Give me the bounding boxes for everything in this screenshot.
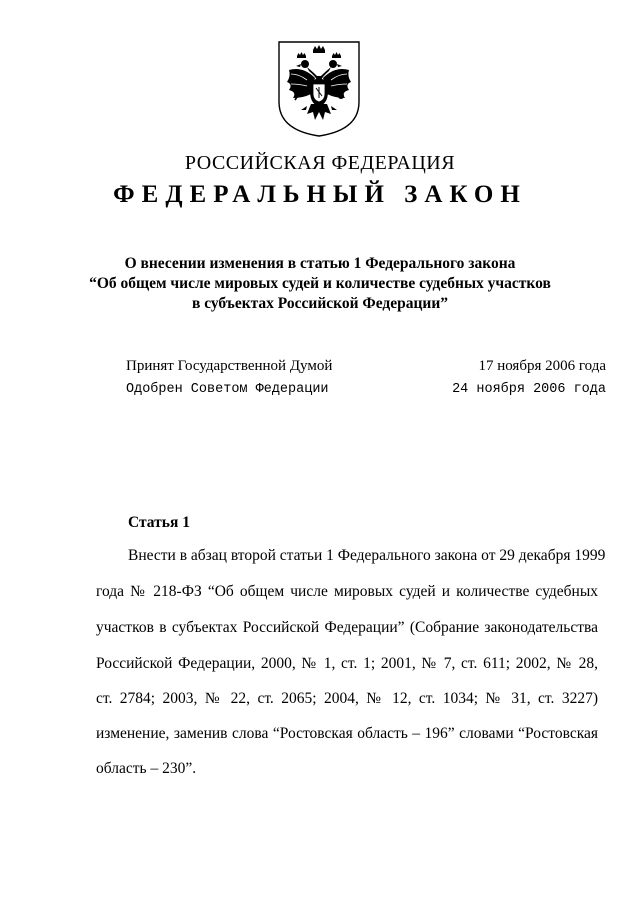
coat-of-arms-icon (277, 40, 361, 138)
adoption-duma-date: 17 ноября 2006 года (478, 358, 606, 374)
adoption-duma-label: Принят Государственной Думой (126, 358, 333, 374)
article-text-line: года № 218-ФЗ “Об общем числе мировых судей и количестве судебных (96, 583, 598, 600)
article-text-line: ст. 2784; 2003, № 22, ст. 2065; 2004, № 12, ст. 1034; № 31, ст. 3227) (96, 690, 598, 707)
article-heading: Статья 1 (128, 514, 190, 531)
law-title-line: в субъектах Российской Федерации” (191, 295, 449, 312)
article-text-line: участков в субъектах Российской Федерации” (Собрание законодательства (96, 619, 598, 636)
country-name: РОССИЙСКАЯ ФЕДЕРАЦИЯ (184, 152, 456, 174)
law-title-line: О внесении изменения в статью 1 Федерального закона (124, 255, 516, 272)
article-text-line: Российской Федерации, 2000, № 1, ст. 1; 2001, № 7, ст. 611; 2002, № 28, (96, 655, 598, 672)
adoption-council-label: Одобрен Советом Федерации (126, 382, 329, 397)
law-title-line: “Об общем числе мировых судей и количестве судебных участков (89, 275, 551, 292)
article-text-line: изменение, заменив слова “Ростовская область – 196” словами “Ростовская (96, 725, 598, 742)
document-type: ФЕДЕРАЛЬНЫЙ ЗАКОН (113, 181, 527, 208)
adoption-council-date: 24 ноября 2006 года (452, 382, 606, 397)
article-text-line: Внести в абзац второй статьи 1 Федерального закона от 29 декабря 1999 (128, 547, 606, 564)
article-text-line: область – 230”. (96, 760, 197, 777)
law-title (60, 254, 580, 314)
